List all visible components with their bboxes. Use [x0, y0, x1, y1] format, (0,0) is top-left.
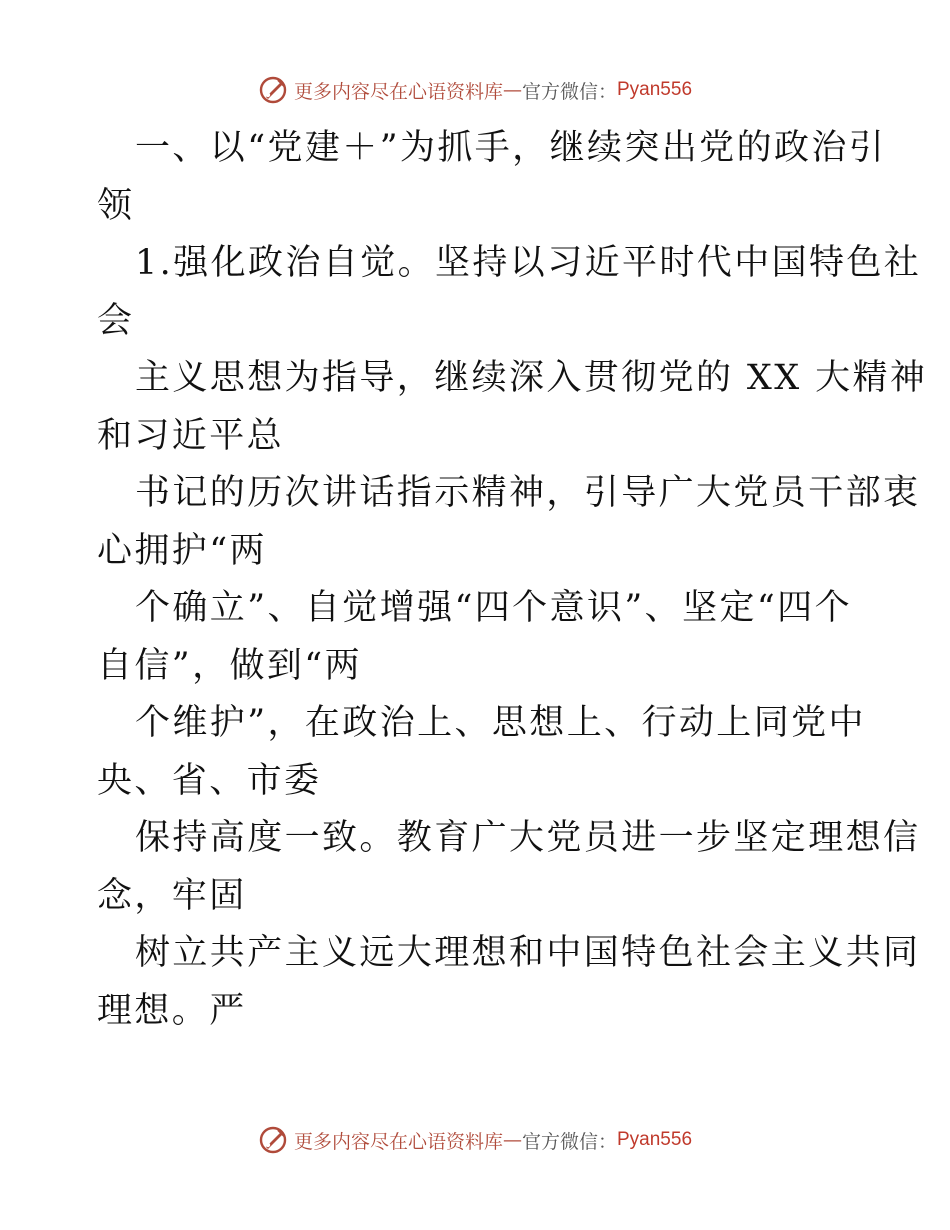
body-line: 理想。严: [97, 990, 247, 1031]
body-line: 主义思想为指导，继续深入贯彻党的 XX 大精神: [135, 358, 928, 398]
body-line: 一、以“党建＋”为抓手，继续突出党的政治引: [135, 128, 887, 168]
body-line: 领: [97, 185, 135, 226]
header-banner: [0, 70, 950, 110]
body-line: 和习近平总: [97, 415, 285, 456]
body-line: 1.强化政治自觉。坚持以习近平时代中国特色社: [135, 243, 922, 283]
body-line: 保持高度一致。教育广大党员进一步坚定理想信: [135, 818, 921, 858]
body-line: 个维护”，在政治上、思想上、行动上同党中: [135, 703, 866, 743]
document-body: [97, 120, 928, 1040]
banner-brand-text: 更多内容尽在心语资料库: [293, 80, 503, 103]
banner-wechat-id: Pyan556: [617, 1129, 693, 1150]
body-line: 自信”，做到“两: [97, 645, 362, 686]
body-line: 会: [97, 300, 135, 341]
banner-wechat-id: Pyan556: [617, 79, 693, 100]
body-line: 央、省、市委: [97, 760, 322, 801]
banner-dash: —: [502, 1129, 522, 1151]
quill-pen-seal-icon: [258, 1125, 288, 1155]
body-line: 书记的历次讲话指示精神，引导广大党员干部衷: [135, 473, 921, 513]
quill-pen-seal-icon: [258, 75, 288, 105]
footer-banner: [0, 1120, 950, 1160]
body-line: 心拥护“两: [97, 530, 267, 571]
banner-brand-text: 更多内容尽在心语资料库: [293, 1130, 503, 1153]
body-line: 树立共产主义远大理想和中国特色社会主义共同: [135, 933, 921, 973]
banner-dash: —: [502, 79, 522, 101]
banner-wechat-label: 官方微信：: [521, 1130, 617, 1153]
banner-wechat-label: 官方微信：: [521, 80, 617, 103]
body-line: 个确立”、自觉增强“四个意识”、坚定“四个: [135, 588, 852, 628]
body-line: 念，牢固: [97, 875, 247, 916]
